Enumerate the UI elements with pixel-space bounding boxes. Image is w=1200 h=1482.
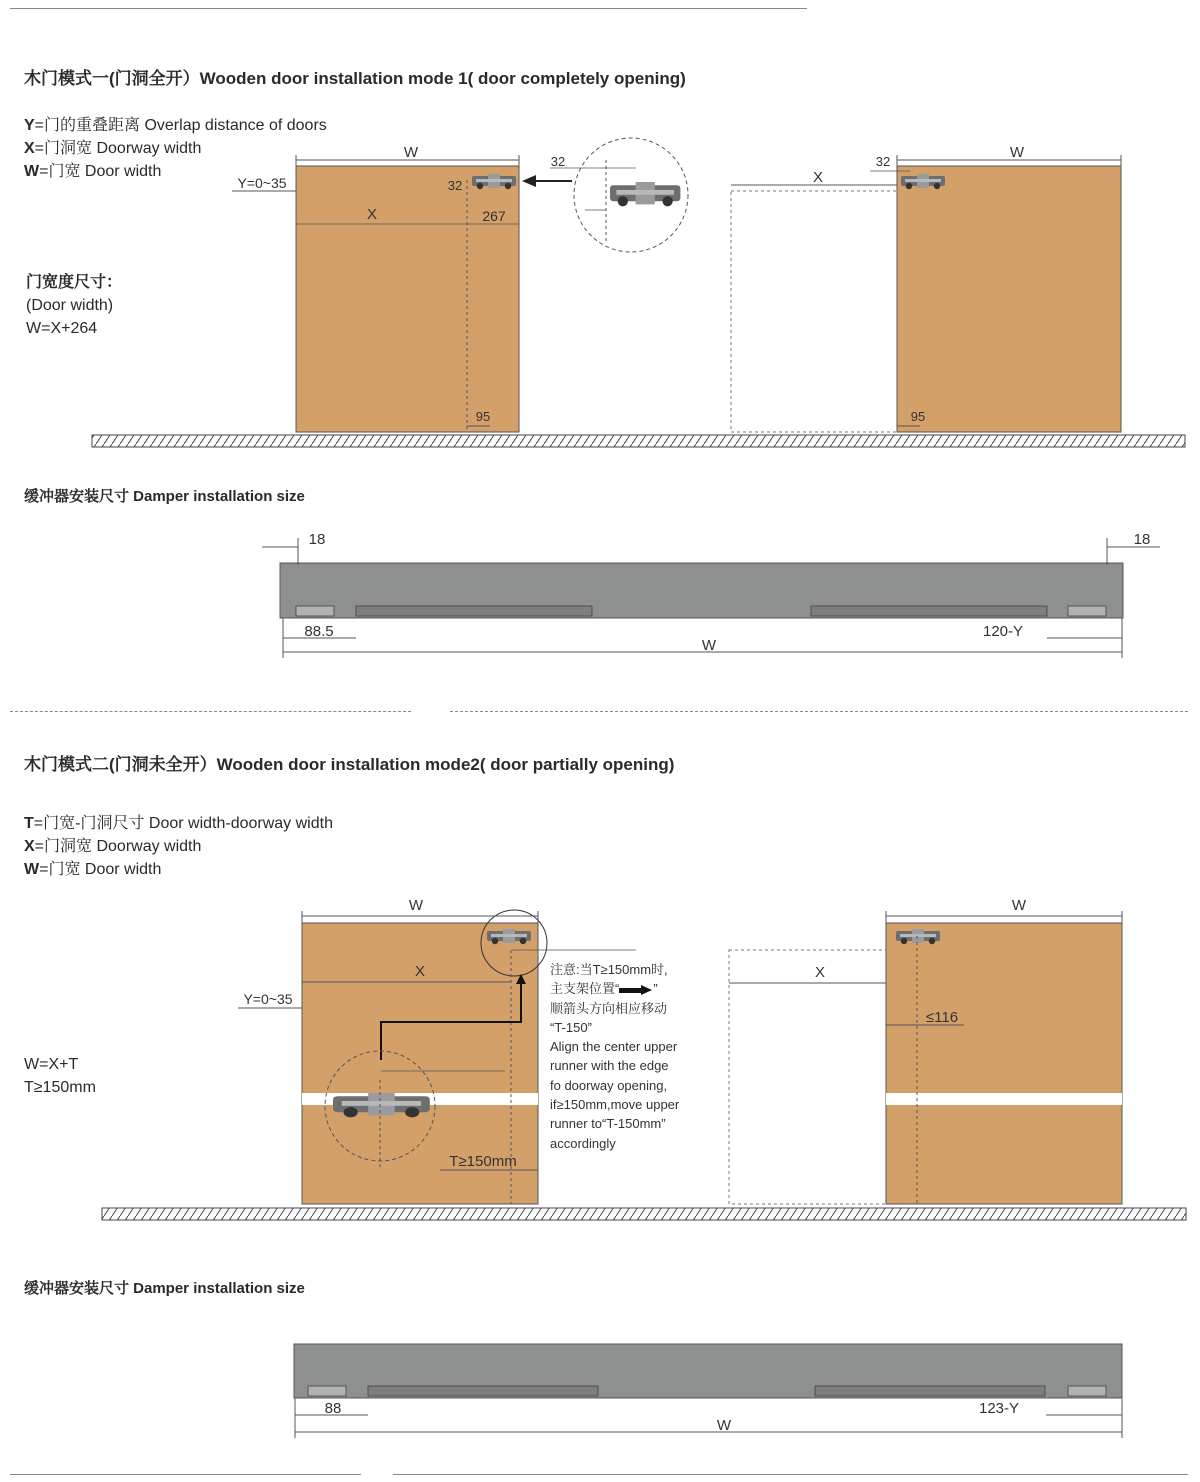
legend-item-y: Y=门的重叠距离 Overlap distance of doors: [24, 117, 327, 134]
dim2-y-range: Y=0~35: [243, 991, 293, 1007]
mid-divider-right: [450, 711, 1188, 712]
dim2-le116: ≤116: [925, 1009, 959, 1026]
damper2-right-dim: 123-Y: [978, 1400, 1020, 1417]
dim2-x-left: X: [414, 963, 426, 980]
legend-item-x: X=门洞宽 Doorway width: [24, 140, 202, 157]
dim2-w-left: W: [408, 897, 424, 914]
dim-267: 267: [482, 208, 506, 224]
legend-item-w2: W=门宽 Door width: [24, 861, 162, 878]
damper1-right-18: 18: [1133, 531, 1151, 548]
damper1-right-dim: 120-Y: [982, 623, 1024, 640]
damper2-drawing: [0, 1330, 1200, 1450]
dim2-t150: T≥150mm: [449, 1153, 517, 1170]
door2-right: [886, 923, 1122, 1204]
legend-item-x2: X=门洞宽 Doorway width: [24, 838, 202, 855]
damper1-left-dim: 88.5: [304, 623, 334, 640]
dim-w-left: W: [403, 144, 419, 161]
door-right: [897, 166, 1121, 432]
formula-text: W=X+264: [26, 320, 98, 337]
door-left: [296, 166, 519, 432]
damper1-drawing: [0, 520, 1200, 670]
damper1-left-18: 18: [308, 531, 326, 548]
damper2-title: 缓冲器安装尺寸 Damper installation size: [24, 1280, 305, 1297]
dim-x-left: X: [366, 206, 378, 223]
section2-note: 注意:当T≥150mm时, 主支架位置“ ” 顺箭头方向相应移动 “T-150” Align the center upper runner with the edge fo doorway opening, if≥150mm,move upper runner to“T-150mm” accordingly: [550, 962, 680, 1151]
formula2-line1: W=X+T: [24, 1056, 79, 1073]
dim-32-c: 32: [875, 154, 891, 169]
section1-drawing: [0, 0, 1200, 460]
damper2-left-dim: 88: [324, 1400, 342, 1417]
legend-item-w: W=门宽 Door width: [24, 163, 162, 180]
dim-w-right: W: [1009, 144, 1025, 161]
mid-divider-left: [10, 711, 411, 712]
section2-legend: [24, 812, 333, 881]
section2-drawing: [0, 880, 1200, 1230]
formula2-line2: T≥150mm: [24, 1079, 96, 1096]
legend-item-t: T=门宽-门洞尺寸 Door width-doorway width: [24, 815, 333, 832]
dim2-x-right: X: [814, 964, 826, 981]
dim-95-left: 95: [475, 409, 491, 424]
damper1-title: 缓冲器安装尺寸 Damper installation size: [24, 488, 305, 505]
section2-title: 木门模式二(门洞未全开）Wooden door installation mode2( door partially opening): [24, 755, 675, 774]
dim2-w-right: W: [1011, 897, 1027, 914]
bottom-divider-left: [10, 1474, 361, 1475]
dim-32-a: 32: [447, 178, 463, 193]
dim-x-right: X: [812, 169, 824, 186]
dim-y-range: Y=0~35: [237, 175, 287, 191]
bottom-divider-right: [393, 1474, 1188, 1475]
section1-title: 木门模式一(门洞全开）Wooden door installation mode 1( door completely opening): [24, 69, 686, 88]
damper1-w: W: [701, 637, 717, 654]
dim-95-right: 95: [910, 409, 926, 424]
formula-subtitle: (Door width): [26, 297, 114, 314]
runner-icon: [472, 174, 516, 189]
floor-hatch: [92, 435, 1185, 447]
formula-title: 门宽度尺寸：: [26, 274, 123, 291]
floor2-hatch: [102, 1208, 1186, 1220]
damper2-w: W: [716, 1417, 732, 1434]
dim-32-b: 32: [550, 154, 566, 169]
doorway-right: [731, 191, 897, 432]
